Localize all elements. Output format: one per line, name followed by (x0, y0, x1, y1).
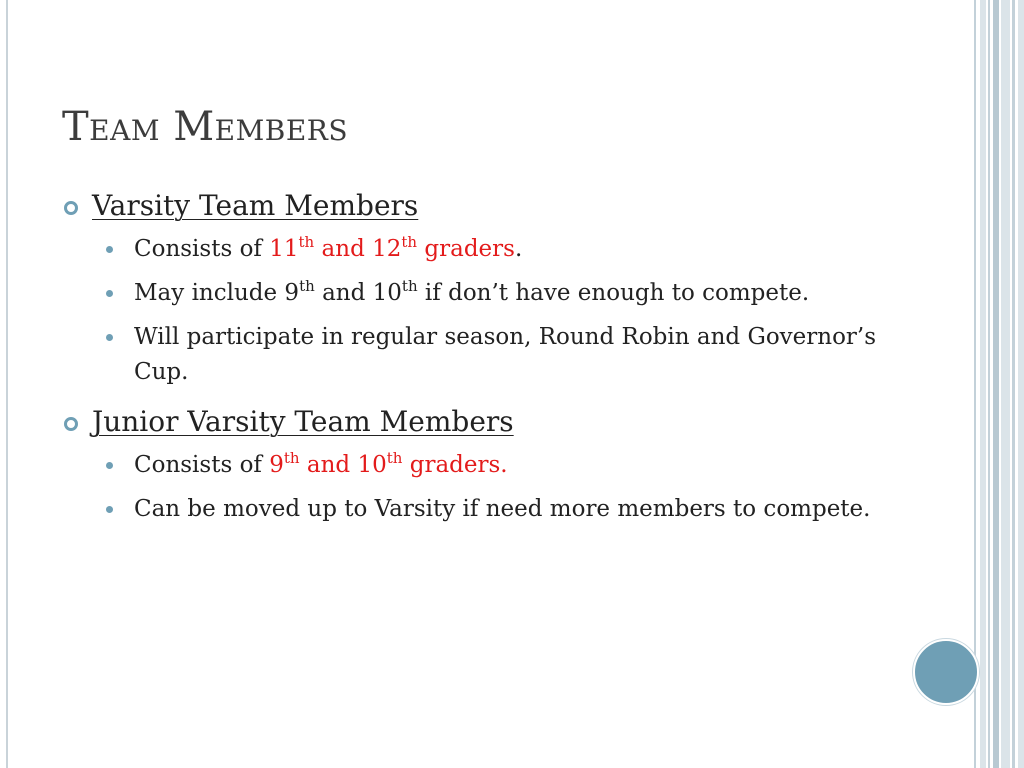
dot-bullet-icon (106, 246, 113, 253)
list-item: May include 9th and 10th if don’t have enough to compete. (62, 276, 912, 311)
decorative-circle (913, 639, 979, 705)
list-item: Can be moved up to Varsity if need more members to compete. (62, 492, 912, 527)
list-item: Will participate in regular season, Round Robin and Governor’s Cup. (62, 320, 912, 390)
dot-bullet-icon (106, 462, 113, 469)
section-heading: Varsity Team Members (92, 189, 419, 222)
dot-bullet-icon (106, 290, 113, 297)
dot-bullet-icon (106, 506, 113, 513)
bullet-varsity-team-members (62, 188, 912, 224)
left-frame-line (6, 0, 8, 768)
section-heading: Junior Varsity Team Members (92, 405, 514, 438)
junior-varsity-sublist (62, 448, 912, 527)
grade-highlight: 11th and 12th graders (269, 233, 515, 262)
slide-content (62, 188, 912, 541)
varsity-sublist (62, 232, 912, 390)
bullet-junior-varsity-team-members (62, 404, 912, 440)
dot-bullet-icon (106, 334, 113, 341)
grade-highlight: 9th and 10th graders. (269, 449, 508, 478)
slide-title: Team Members (62, 104, 349, 150)
right-decorative-stripes (974, 0, 1024, 768)
ring-bullet-icon (64, 417, 78, 431)
ring-bullet-icon (64, 201, 78, 215)
list-item: Consists of 9th and 10th graders. (62, 448, 912, 483)
list-item: Consists of 11th and 12th graders. (62, 232, 912, 267)
